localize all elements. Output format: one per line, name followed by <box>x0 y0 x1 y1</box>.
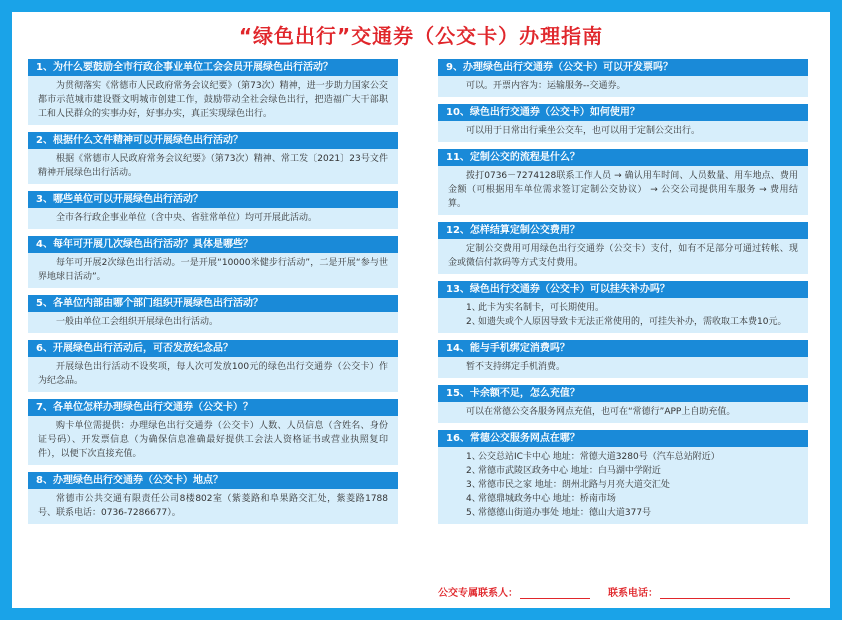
answer-text: 每年可开展2次绿色出行活动。一是开展“10000米健步行活动”，二是开展“参与世界地球日活动”。 <box>38 258 388 282</box>
answer-text: 可以。开票内容为：运输服务--交通券。 <box>466 81 626 91</box>
answer-list-item <box>448 492 798 506</box>
qa-item <box>28 399 398 465</box>
qa-item <box>438 430 808 524</box>
qa-item <box>28 295 398 333</box>
question-header: 7、各单位怎样办理绿色出行交通券（公交卡）？ <box>28 399 398 416</box>
answer-text: 可以用于日常出行乘坐公交车，也可以用于定制公交出行。 <box>466 126 701 136</box>
question-header: 13、绿色出行交通券（公交卡）可以挂失补办吗？ <box>438 281 808 298</box>
answer-body <box>438 239 808 274</box>
answer-text: 开展绿色出行活动不设奖项，每人次可发放100元的绿色出行交通券（公交卡）作为纪念品。 <box>38 362 388 386</box>
answer-body <box>28 489 398 524</box>
contact-person-blank <box>520 588 590 599</box>
qa-item <box>28 132 398 184</box>
qa-item <box>438 385 808 423</box>
list-text: 常德鼎城政务中心 地址：桥南市场 <box>478 494 616 504</box>
poster <box>12 12 830 608</box>
answer-body <box>438 166 808 215</box>
list-number: 4、 <box>466 494 481 504</box>
question-header: 14、能与手机绑定消费吗？ <box>438 340 808 357</box>
answer-list-item <box>448 478 798 492</box>
qa-item <box>438 59 808 97</box>
answer-body <box>438 121 808 142</box>
qa-item <box>28 59 398 125</box>
contact-phone-blank <box>660 588 790 599</box>
question-header: 16、常德公交服务网点在哪？ <box>438 430 808 447</box>
answer-body <box>28 312 398 333</box>
question-header: 1、为什么要鼓励全市行政企事业单位工会会员开展绿色出行活动？ <box>28 59 398 76</box>
qa-item <box>28 340 398 392</box>
answer-text: 一般由单位工会组织开展绿色出行活动。 <box>56 317 219 327</box>
question-header: 4、每年可开展几次绿色出行活动？具体是哪些？ <box>28 236 398 253</box>
list-text: 常德市民之家 地址：朗州北路与月亮大道交汇处 <box>478 480 670 490</box>
question-header: 11、定制公交的流程是什么？ <box>438 149 808 166</box>
answer-text: 定制公交费用可用绿色出行交通券（公交卡）支付，如有不足部分可通过转帐、现金或微信付款码等方式支付费用。 <box>448 244 798 268</box>
question-header: 15、卡余额不足，怎么充值？ <box>438 385 808 402</box>
answer-text: 暂不支持绑定手机消费。 <box>466 362 566 372</box>
left-column <box>28 59 398 531</box>
answer-body <box>28 416 398 465</box>
question-header: 3、哪些单位可以开展绿色出行活动？ <box>28 191 398 208</box>
answer-text: 拨打0736－7274128联系工作人员 → 确认用车时间、人员数量、用车地点、费用金额（可根据用车单位需求签订定制公交协议） → 公交公司提供用车服务 → 费用结算。 <box>448 171 798 209</box>
answer-text: 根据《常德市人民政府常务会议纪要》（第73次）精神、常工发〔2021〕23号文件精神开展绿色出行活动。 <box>38 154 388 178</box>
question-header: 10、绿色出行交通券（公交卡）如何使用？ <box>438 104 808 121</box>
answer-body <box>438 357 808 378</box>
answer-body <box>28 76 398 125</box>
list-text: 常德德山街道办事处 地址：德山大道377号 <box>478 508 652 518</box>
answer-body <box>438 402 808 423</box>
page-title: “绿色出行”交通券（公交卡）办理指南 <box>238 24 604 48</box>
answer-body <box>438 447 808 524</box>
list-text: 常德市武陵区政务中心 地址：白马湖中学附近 <box>478 466 661 476</box>
answer-list-item <box>448 315 798 329</box>
question-header: 2、根据什么文件精神可以开展绿色出行活动？ <box>28 132 398 149</box>
list-number: 5、 <box>466 508 481 518</box>
list-text: 公交总站IC卡中心 地址：常德大道3280号（汽车总站附近） <box>478 452 720 462</box>
question-header: 8、办理绿色出行交通券（公交卡）地点？ <box>28 472 398 489</box>
question-header: 12、怎样结算定制公交费用？ <box>438 222 808 239</box>
list-number: 1、 <box>466 303 481 313</box>
answer-list-item <box>448 506 798 520</box>
question-header: 6、开展绿色出行活动后，可否发放纪念品？ <box>28 340 398 357</box>
answer-text: 全市各行政企事业单位（含中央、省驻常单位）均可开展此活动。 <box>56 213 318 223</box>
question-header: 9、办理绿色出行交通券（公交卡）可以开发票吗？ <box>438 59 808 76</box>
answer-body <box>28 253 398 288</box>
contact-phone-label: 联系电话： <box>608 588 658 599</box>
answer-body <box>28 208 398 229</box>
answer-list-item <box>448 464 798 478</box>
qa-item <box>438 149 808 215</box>
contact-person-label: 公交专属联系人： <box>438 588 518 599</box>
list-number: 3、 <box>466 480 481 490</box>
answer-text: 为贯彻落实《常德市人民政府常务会议纪要》（第73次）精神，进一步助力国家公交都市示范城市建设暨文明城市创建工作，鼓励带动全社会绿色出行，把造福广大干部职工和人民群众的实事办好，好事办实，真正实现绿色出行。 <box>38 81 388 119</box>
qa-item <box>28 236 398 288</box>
qa-item <box>438 281 808 333</box>
qa-item <box>438 340 808 378</box>
qa-item <box>28 472 398 524</box>
list-number: 2、 <box>466 466 481 476</box>
answer-text: 购卡单位需提供：办理绿色出行交通券（公交卡）人数、人员信息（含姓名、身份证号码）、开发票信息（为确保信息准确最好提供工会法人资格证书或营业执照复印件），以便下次直接充值。 <box>38 421 388 459</box>
answer-list-item <box>448 301 798 315</box>
contact-footer <box>438 584 808 599</box>
answer-list-item <box>448 450 798 464</box>
list-text: 如遗失或个人原因导致卡无法正常使用的，可挂失补办，需收取工本费10元。 <box>478 317 787 327</box>
qa-item <box>438 104 808 142</box>
qa-item <box>28 191 398 229</box>
qa-item <box>438 222 808 274</box>
right-column <box>438 59 808 531</box>
answer-body <box>28 149 398 184</box>
answer-body <box>28 357 398 392</box>
list-number: 2、 <box>466 317 481 327</box>
answer-body <box>438 76 808 97</box>
question-header: 5、各单位内部由哪个部门组织开展绿色出行活动？ <box>28 295 398 312</box>
answer-body <box>438 298 808 333</box>
answer-text: 可以在常德公交各服务网点充值，也可在“常德行”APP上自助充值。 <box>466 407 736 417</box>
answer-text: 常德市公共交通有限责任公司8楼802室（紫菱路和阜果路交汇处，紫菱路1788号、联系电话：0736-7286677）。 <box>38 494 388 518</box>
list-text: 此卡为实名制卡，可长期使用。 <box>478 303 605 313</box>
list-number: 1、 <box>466 452 481 462</box>
